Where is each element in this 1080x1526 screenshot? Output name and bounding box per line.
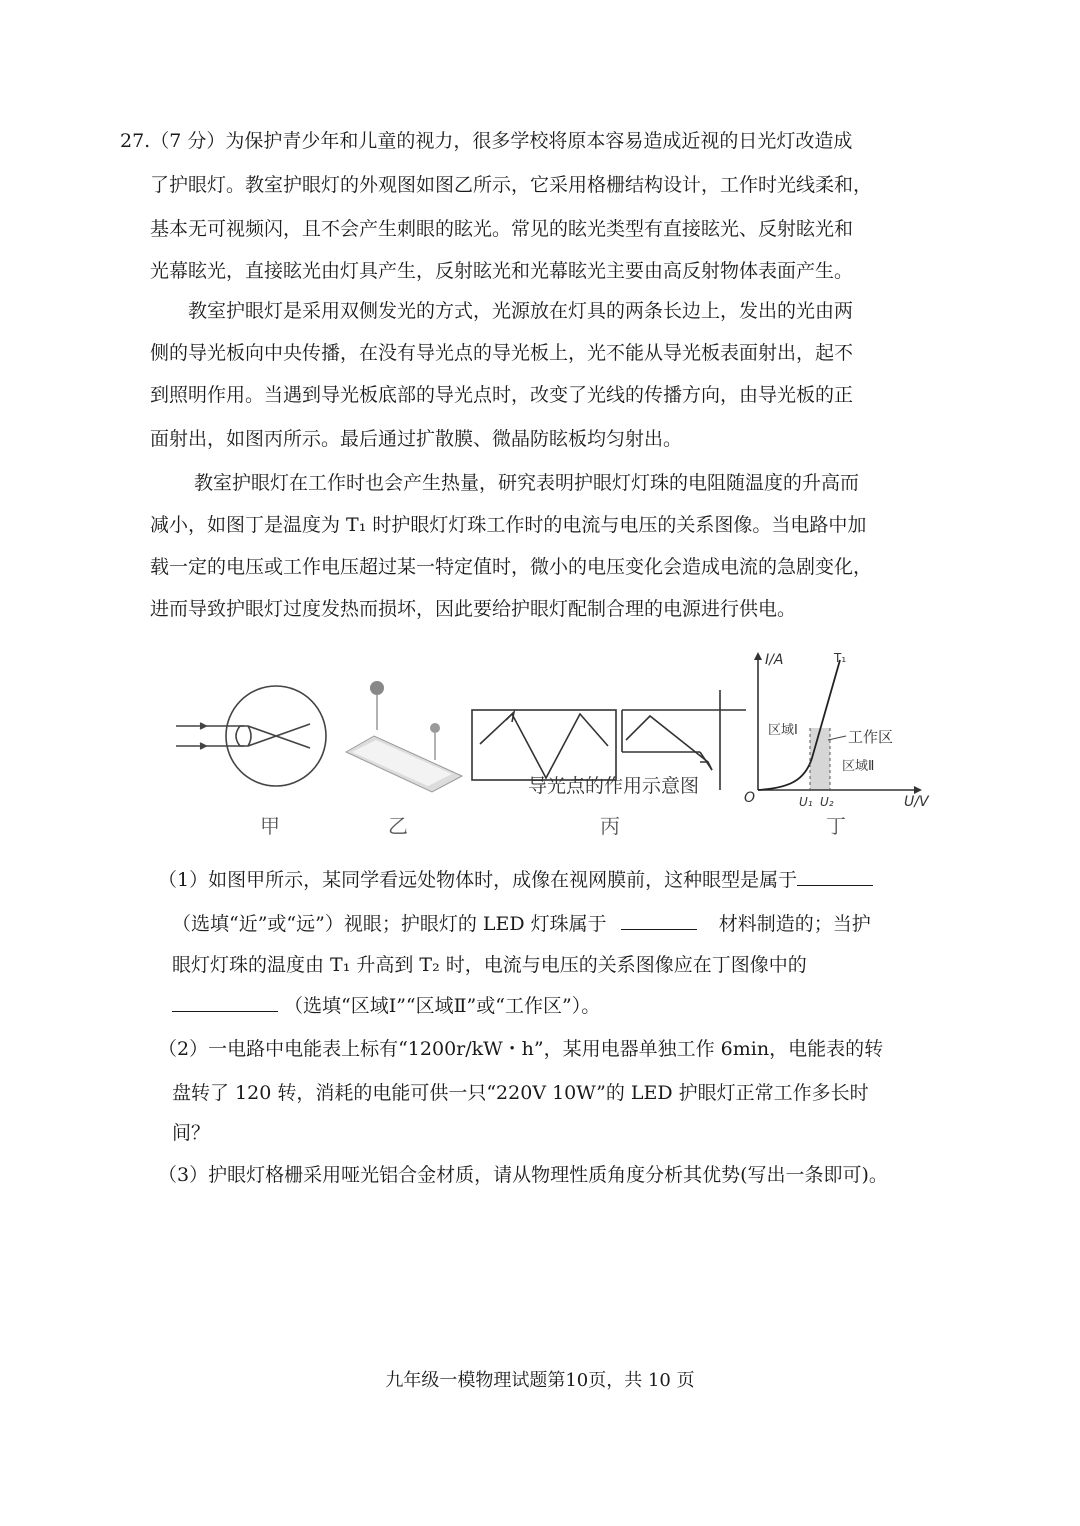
- q2-text: 盘转了 120 转，消耗的电能可供一只“220V 10W”的 LED 护眼灯正常工作多长时: [172, 1082, 869, 1104]
- graph-y-axis: I/A: [765, 652, 784, 668]
- figure-label-ding: 丁: [826, 814, 846, 838]
- para2-line: 到照明作用。当遇到导光板底部的导光点时，改变了光线的传播方向，由导光板的正: [150, 384, 854, 406]
- graph-x-axis: U/V: [904, 794, 929, 810]
- para2-line: 教室护眼灯是采用双侧发光的方式，光源放在灯具的两条长边上，发出的光由两: [188, 300, 854, 322]
- figure-label-yi: 乙: [388, 814, 408, 838]
- figure-label-bing: 丙: [600, 814, 620, 838]
- q3-text: （3）护眼灯格栅采用哑光铝合金材质，请从物理性质角度分析其优势(写出一条即可)。: [158, 1164, 888, 1186]
- figure-label-jia: 甲: [260, 814, 280, 838]
- graph-u1: U₁: [799, 795, 813, 809]
- intro-line: 27.（7 分）为保护青少年和儿童的视力，很多学校将原本容易造成近视的日光灯改造成: [120, 130, 853, 152]
- q1-text: （选填“近”或“远”）视眼；护眼灯的 LED 灯珠属于: [172, 912, 607, 935]
- para3-line: 减小，如图丁是温度为 T₁ 时护眼灯灯珠工作时的电流与电压的关系图像。当电路中加: [150, 514, 867, 536]
- page-footer: 九年级一模物理试题第10页，共 10 页: [385, 1370, 695, 1391]
- lamp-illustration: [346, 681, 462, 792]
- para2-line: 侧的导光板向中央传播，在没有导光点的导光板上，光不能从导光板表面射出，起不: [150, 342, 854, 364]
- intro-line: 光幕眩光，直接眩光由灯具产生，反射眩光和光幕眩光主要由高反射物体表面产生。: [150, 260, 854, 282]
- answer-blank[interactable]: [172, 990, 278, 1012]
- graph-region-1: 区域Ⅰ: [768, 723, 798, 738]
- para2-line: 面射出，如图丙所示。最后通过扩散膜、微晶防眩板均匀射出。: [150, 428, 683, 450]
- graph-work-zone: 工作区: [848, 728, 894, 746]
- graph-curve-label: T₁: [834, 651, 847, 665]
- light-guide-caption: 导光点的作用示意图: [528, 775, 700, 797]
- para3-line: 教室护眼灯在工作时也会产生热量，研究表明护眼灯灯珠的电阻随温度的升高而: [194, 472, 860, 494]
- intro-line: 基本无可视频闪，且不会产生刺眼的眩光。常见的眩光类型有直接眩光、反射眩光和: [150, 218, 854, 240]
- eye-diagram: [176, 686, 326, 786]
- figure-strip: [0, 640, 1080, 860]
- q2-text: （2）一电路中电能表上标有“1200r/kW・h”，某用电器单独工作 6min，电能表的转: [158, 1038, 884, 1060]
- graph-origin: O: [744, 790, 756, 806]
- q1-text: 眼灯灯珠的温度由 T₁ 升高到 T₂ 时，电流与电压的关系图像应在丁图像中的: [172, 954, 807, 976]
- q2-text: 间？: [172, 1122, 211, 1144]
- para3-line: 载一定的电压或工作电压超过某一特定值时，微小的电压变化会造成电流的急剧变化，: [150, 556, 873, 578]
- graph-region-2: 区域Ⅱ: [842, 759, 875, 774]
- para3-line: 进而导致护眼灯过度发热而损坏，因此要给护眼灯配制合理的电源进行供电。: [150, 598, 797, 620]
- q1-text: （选填“区域Ⅰ”“区域Ⅱ”或“工作区”）。: [284, 994, 601, 1017]
- q1-text: （1）如图甲所示，某同学看远处物体时，成像在视网膜前，这种眼型是属于: [158, 868, 798, 891]
- graph-u2: U₂: [820, 795, 834, 809]
- q1-text: 材料制造的；当护: [718, 912, 871, 935]
- intro-line: 了护眼灯。教室护眼灯的外观图如图乙所示，它采用格栅结构设计，工作时光线柔和，: [150, 174, 873, 196]
- answer-blank[interactable]: [797, 864, 873, 886]
- answer-blank[interactable]: [621, 908, 697, 930]
